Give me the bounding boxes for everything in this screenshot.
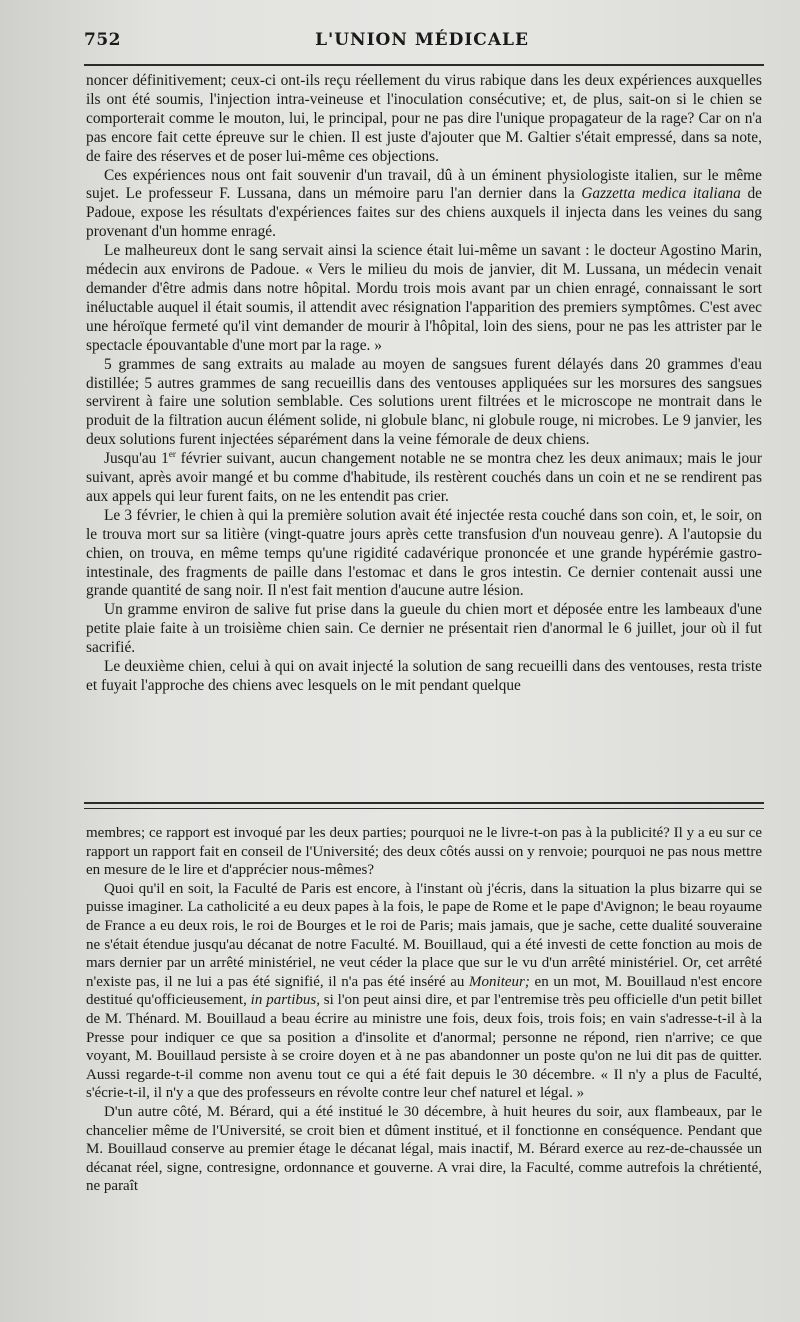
running-title: L'UNION MÉDICALE bbox=[315, 30, 529, 50]
journal-title: Gazzetta medica italiana bbox=[581, 185, 741, 203]
paragraph: Le deuxième chien, celui à qui on avait injecté la solution de sang recueilli dans des ventouses, resta triste et fuyait l'approche des chiens avec lesquels on le mit pendant quelque bbox=[86, 658, 762, 694]
text-run: Jusqu'au 1 bbox=[104, 450, 169, 468]
text-run: de Padoue, expose les résultats d'expériences faites sur des chiens auxquels il injecta dans les veines du sang provenant d'un homme enragé. bbox=[86, 185, 762, 241]
paragraph: noncer définitivement; ceux-ci ont-ils reçu réellement du virus rabique dans les deux expériences auxquelles ils ont été soumis, l'injection intra-veineuse et l'inoculation consécutive; et, de plus, sait-on si le chien se comporterait comme le mouton, lui, le principal, pour ne pas dire l'unique propagateur de la rage? Car on n'a pas encore fait cette épreuve sur le chien. Il est juste d'ajouter que M. Galtier s'était empressé, dans sa note, de faire des réserves et de poser lui-même ces objections. bbox=[86, 72, 762, 165]
superscript: er bbox=[168, 449, 176, 460]
feuilleton bbox=[86, 824, 762, 1196]
text-run: Ces expériences nous ont fait souvenir d'un travail, dû à un éminent physiologiste italien, sur le même sujet. Le professeur F. Lussana, dans un mémoire paru l'an dernier dans la bbox=[86, 166, 762, 203]
text-run: en un mot, M. Bouillaud n'est encore destitué qu'officieusement, bbox=[86, 973, 762, 1009]
paragraph: Le 3 février, le chien à qui la première solution avait été injectée resta couché dans son coin, et, le soir, on le trouva mort sur sa litière (vingt-quatre jours après cette transfusion d'un nouveau genre). A l'autopsie du chien, on trouva, en même temps qu'une rigidité cadavérique prononcée et une grande hypérémie gastro-intestinale, des fragments de paille dans l'estomac et dans le gros intestin. Ce dernier contenait aussi une grande quantité de sang noir. Il n'est fait mention d'aucune autre lésion. bbox=[86, 506, 762, 600]
main-article bbox=[86, 72, 762, 696]
text-run: Quoi qu'il en soit, la Faculté de Paris est encore, à l'instant où j'écris, dans la situation la plus bizarre qui se puisse imaginer. La catholicité a eu deux papes à la fois, le pape de Rome et le pape d'Avignon; le beau royaume de France a eu deux rois, le roi de Bourges et le roi de Paris; mais jamais, que je sache, cette dualité souveraine ne s'était étendue jusqu'au décanat de notre Faculté. M. Bouillaud, qui a été investi de cette fonction au mois de mars dernier par un arrêté ministériel, ne veut céder la place que sur le vu d'un arrêté ministériel. Or, cet arrêté n'existe pas, il ne lui a pas été signifié, il n'a pas été inséré au bbox=[86, 880, 762, 990]
paragraph bbox=[86, 880, 762, 1103]
header-rule bbox=[84, 64, 764, 66]
paragraph: 5 grammes de sang extraits au malade au moyen de sangsues furent délayés dans 20 grammes d'eau distillée; 5 autres grammes de sang recueillis dans des ventouses appliquées sur les morsures des sangsues servirent à faire une solution semblable. Ces solutions urent filtrées et le microscope ne montrait dans le produit de la filtration aucun élément solide, ni globule blanc, ni globule rouge, ni microbes. Le 9 janvier, les deux solutions furent injectées séparément dans la veine fémorale de deux chiens. bbox=[86, 355, 762, 449]
text-run: si l'on peut ainsi dire, et par l'entremise très peu officielle d'un petit billet de M. Thénard. M. Bouillaud a beau écrire au ministre une fois, deux fois, trois fois; en vain s'adresse-t-il à la Presse pour indiquer ce que sa position a d'insolite et d'anormal; personne ne répond, rien n'arrive; ce que voyant, M. Bouillaud persiste à se croire doyen et à ne pas abandonner un poste qu'on ne lui dit pas de quitter. Aussi regarde-t-il comme non avenu tout ce qui a été fait depuis le 30 décembre. « Il n'y a plus de Faculté, s'écrie-t-il, il n'y a que des professeurs en révolte contre leur chef naturel et légal. » bbox=[86, 992, 762, 1102]
paragraph bbox=[86, 450, 762, 507]
paragraph bbox=[86, 167, 762, 243]
italic-run: in partibus, bbox=[250, 992, 320, 1009]
paragraph: Un gramme environ de salive fut prise dans la gueule du chien mort et déposée entre les lambeaux d'une petite plaie faite à un troisième chien sain. Ce dernier ne présentait rien d'anormal le 6 juillet, jour où il fut sacrifié. bbox=[86, 601, 762, 657]
text-run: février suivant, aucun changement notable ne se montra chez les deux animaux; mais le jour suivant, après avoir mangé et bu comme d'habitude, ils restèrent couchés dans un coin et ne se rendirent pas aux appels qui leur furent faits, on ne les entendit pas crier. bbox=[86, 450, 762, 505]
page-number: 752 bbox=[84, 30, 121, 50]
paragraph: D'un autre côté, M. Bérard, qui a été institué le 30 décembre, à huit heures du soir, aux flambeaux, par le chancelier même de l'Université, se croit bien et dûment institué, et il fonctionne en conséquence. Pendant que M. Bouillaud conserve au premier étage le décanat légal, mais inactif, M. Bérard exerce au rez-de-chaussée un décanat réel, signe, contresigne, ordonnance et gouverne. A vrai dire, la Faculté, comme autrefois la chrétienté, ne paraît bbox=[86, 1103, 762, 1195]
paragraph: Le malheureux dont le sang servait ainsi la science était lui-même un savant : le docteur Agostino Marin, médecin aux environs de Padoue. « Vers le milieu du mois de janvier, dit M. Lussana, un médecin venait demander d'être admis dans notre hôpital. Mordu trois mois avant par un chien enragé, connaissant le sort inéluctable auquel il était soumis, il attendit avec résignation l'apparition des premiers symptômes. C'est avec une héroïque fermeté qu'il vint demander de mourir à l'hôpital, loin des siens, pour ne pas les attrister par le spectacle épouvantable d'une mort par la rage. » bbox=[86, 242, 762, 354]
italic-run: Moniteur; bbox=[469, 973, 530, 990]
paragraph: membres; ce rapport est invoqué par les deux parties; pourquoi ne le livre-t-on pas à la publicité? Il y a eu sur ce rapport un rapport fait en conseil de l'Université; des deux côtés aussi on y renvoie; pourquoi ne pas nous mettre en mesure de le lire et d'apprécier nous-mêmes? bbox=[86, 825, 762, 879]
page-header bbox=[84, 30, 760, 54]
feuilleton-separator bbox=[84, 802, 764, 809]
